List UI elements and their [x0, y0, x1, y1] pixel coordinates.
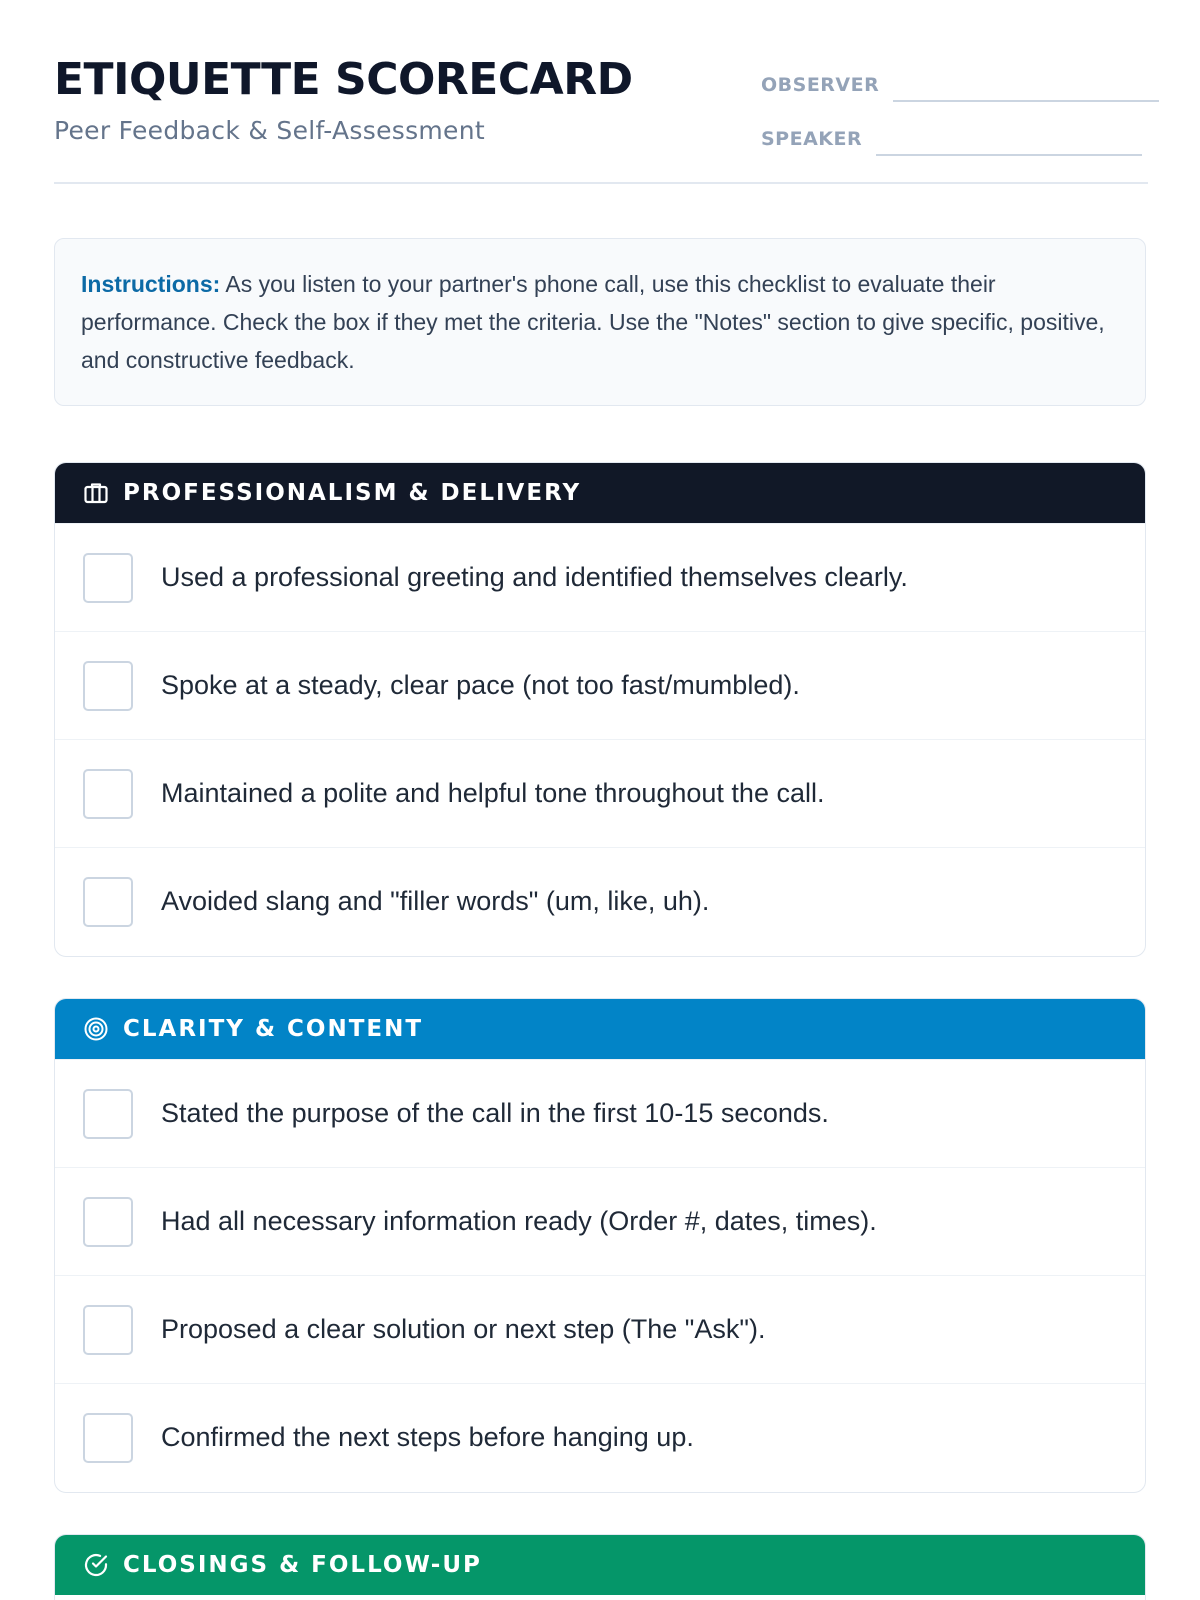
checkbox[interactable]: [83, 1197, 133, 1247]
section-header: [55, 1535, 1145, 1595]
instructions-lead: Instructions:: [81, 271, 221, 297]
section-professionalism: [54, 462, 1146, 957]
checklist-item: [55, 1275, 1145, 1383]
checkbox[interactable]: [83, 1089, 133, 1139]
checklist-item-text: Confirmed the next steps before hanging up.: [161, 1422, 694, 1452]
section-header: [55, 999, 1145, 1059]
checklist-item-text: Avoided slang and "filler words" (um, like, uh).: [161, 886, 710, 916]
checklist-item: [55, 1383, 1145, 1491]
section-clarity: [54, 998, 1146, 1493]
page-subtitle: Peer Feedback & Self-Assessment: [54, 116, 485, 145]
instructions-box: [54, 238, 1146, 406]
speaker-field[interactable]: [876, 154, 1142, 156]
checklist-item-text: Spoke at a steady, clear pace (not too fast/mumbled).: [161, 670, 800, 700]
target-icon: [83, 1016, 109, 1042]
speaker-label: SPEAKER: [761, 128, 863, 150]
checklist-item: [55, 739, 1145, 847]
speaker-row: [761, 116, 1142, 156]
checklist-item: [55, 523, 1145, 631]
section-closings: [54, 1534, 1146, 1600]
checkbox[interactable]: [83, 769, 133, 819]
observer-field[interactable]: [893, 100, 1159, 102]
observer-label: OBSERVER: [761, 74, 880, 96]
checkbox[interactable]: [83, 1413, 133, 1463]
checklist-item: [55, 1167, 1145, 1275]
checklist-item: [55, 1059, 1145, 1167]
checklist-item: [55, 631, 1145, 739]
checklist-item-text: Had all necessary information ready (Order #, dates, times).: [161, 1206, 877, 1236]
observer-row: [761, 62, 1159, 102]
checklist-item-text: Proposed a clear solution or next step (The "Ask").: [161, 1314, 766, 1344]
section-title: CLOSINGS & FOLLOW-UP: [123, 1552, 482, 1578]
checklist-item-text: Used a professional greeting and identified themselves clearly.: [161, 562, 908, 592]
section-title: PROFESSIONALISM & DELIVERY: [123, 480, 582, 506]
checkbox[interactable]: [83, 1305, 133, 1355]
checkbox[interactable]: [83, 553, 133, 603]
header: [54, 50, 1148, 184]
checklist-item-text: Stated the purpose of the call in the first 10-15 seconds.: [161, 1098, 829, 1128]
checklist-item-text: Maintained a polite and helpful tone throughout the call.: [161, 778, 825, 808]
briefcase-icon: [83, 480, 109, 506]
checkbox[interactable]: [83, 661, 133, 711]
checklist-item: [55, 847, 1145, 955]
check-circle-icon: [83, 1552, 109, 1578]
instructions-text: As you listen to your partner's phone call, use this checklist to evaluate their performance. Check the box if they met the criteria. Use the "Notes" section to give specific, positive, and constructive feedback.: [81, 271, 1105, 373]
section-header: [55, 463, 1145, 523]
section-title: CLARITY & CONTENT: [123, 1016, 424, 1042]
page-title: ETIQUETTE SCORECARD: [54, 54, 633, 105]
checkbox[interactable]: [83, 877, 133, 927]
